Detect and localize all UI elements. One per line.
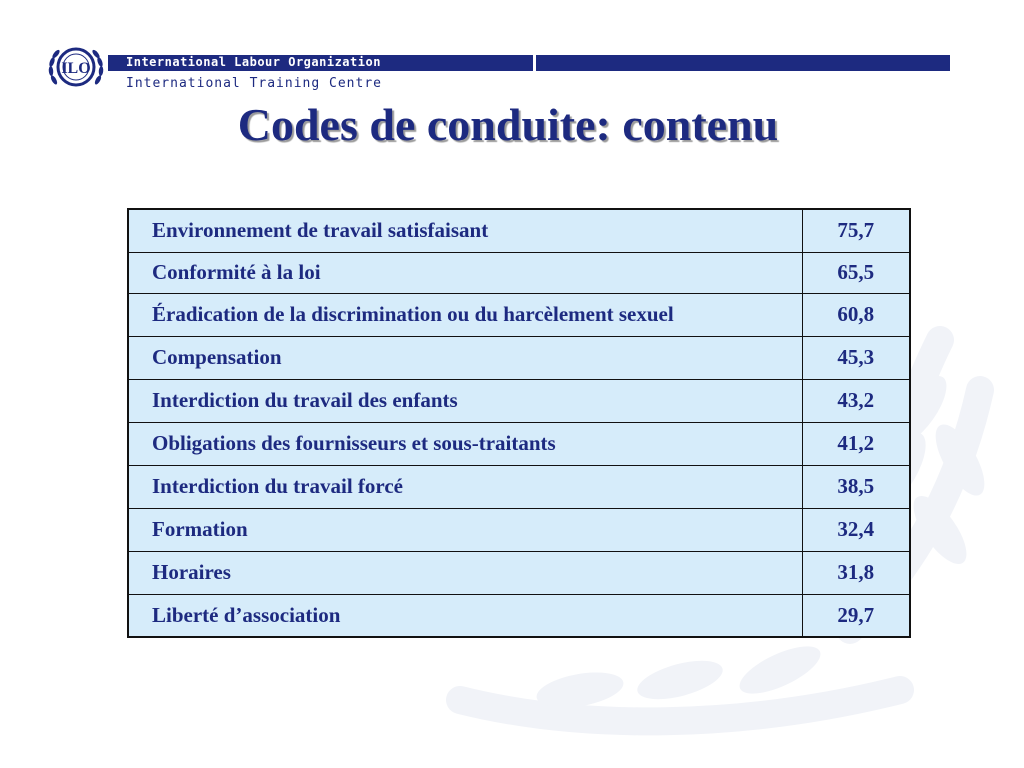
row-label: Horaires: [128, 551, 802, 594]
row-label: Éradication de la discrimination ou du harcèlement sexuel: [128, 293, 802, 336]
organization-name: International Labour Organization: [126, 55, 381, 69]
logo-text: ILO: [61, 60, 91, 77]
table-row: [128, 422, 910, 465]
row-value: 29,7: [802, 594, 910, 637]
table-row: [128, 209, 910, 252]
row-value: 43,2: [802, 379, 910, 422]
row-label: Obligations des fournisseurs et sous-traitants: [128, 422, 802, 465]
row-value: 65,5: [802, 252, 910, 293]
row-value: 38,5: [802, 465, 910, 508]
training-centre-name: International Training Centre: [126, 76, 382, 91]
table-row: [128, 594, 910, 637]
code-content-table: [127, 208, 911, 638]
row-label: Conformité à la loi: [128, 252, 802, 293]
table-row: [128, 252, 910, 293]
row-value: 45,3: [802, 336, 910, 379]
row-value: 31,8: [802, 551, 910, 594]
row-value: 75,7: [802, 209, 910, 252]
table-row: [128, 293, 910, 336]
table-row: [128, 336, 910, 379]
row-label: Interdiction du travail forcé: [128, 465, 802, 508]
ilo-logo-icon: [46, 42, 106, 92]
table-row: [128, 465, 910, 508]
table-row: [128, 379, 910, 422]
row-label: Liberté d’association: [128, 594, 802, 637]
row-label: Compensation: [128, 336, 802, 379]
slide-title: Codes de conduite: contenu: [237, 99, 779, 150]
row-label: Environnement de travail satisfaisant: [128, 209, 802, 252]
row-value: 41,2: [802, 422, 910, 465]
row-value: 32,4: [802, 508, 910, 551]
row-label: Formation: [128, 508, 802, 551]
table-row: [128, 508, 910, 551]
row-label: Interdiction du travail des enfants: [128, 379, 802, 422]
table-row: [128, 551, 910, 594]
row-value: 60,8: [802, 293, 910, 336]
